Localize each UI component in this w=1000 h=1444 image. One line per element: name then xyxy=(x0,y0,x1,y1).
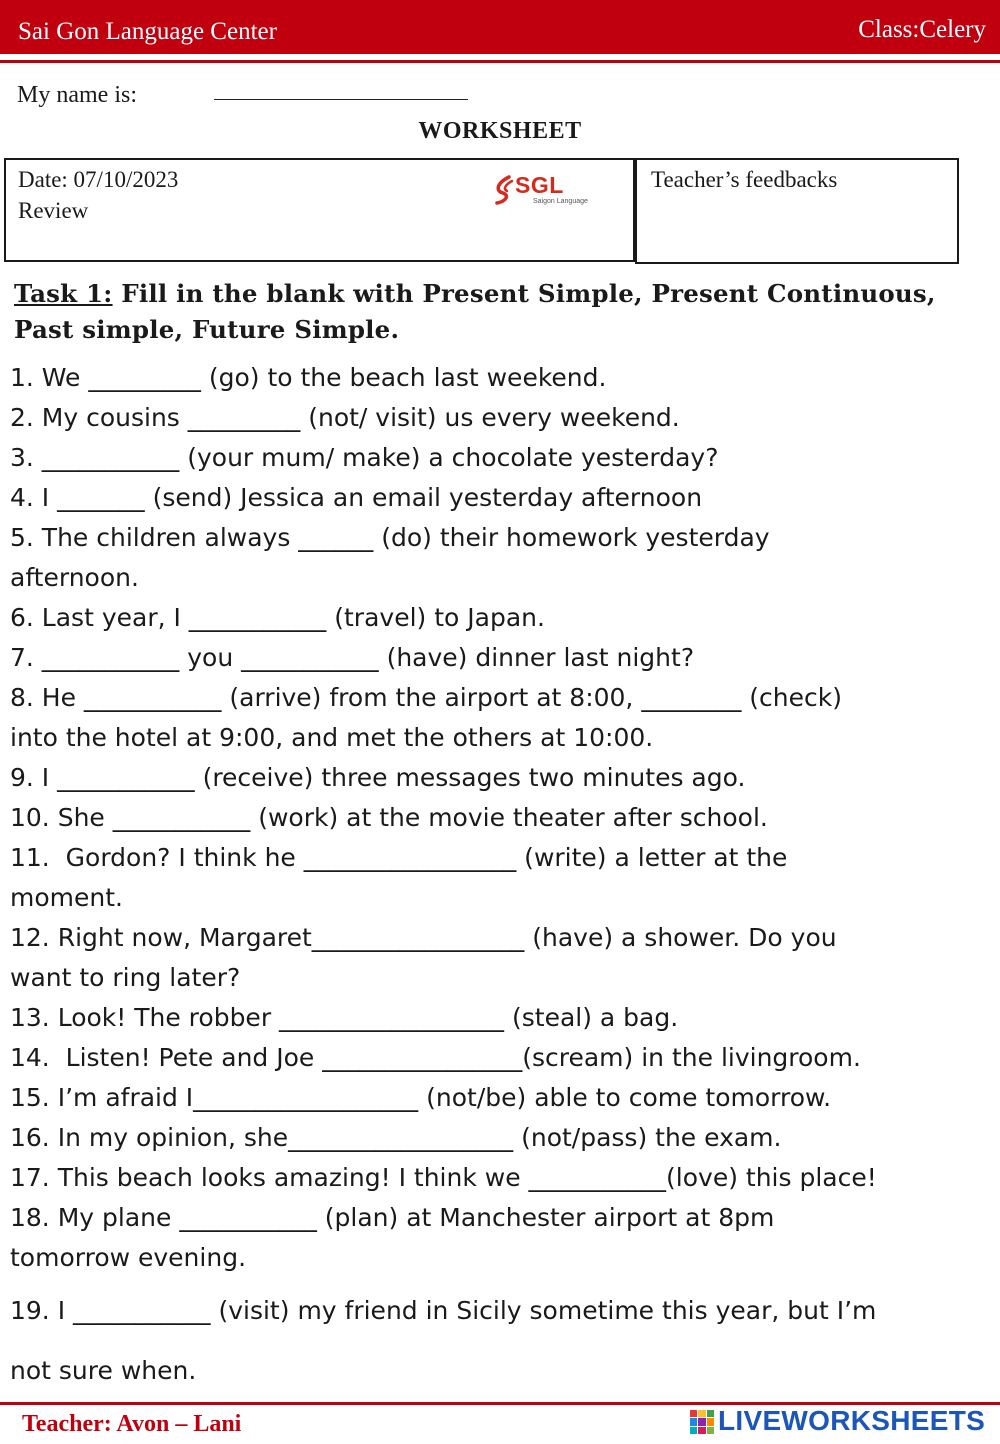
question-line: 9. I ___________ (receive) three messages two minutes ago. xyxy=(10,763,746,792)
task-heading xyxy=(14,276,984,348)
sgl-swoosh-icon xyxy=(493,175,515,205)
question-line: 14. Listen! Pete and Joe ________________(scream) in the livingroom. xyxy=(10,1043,861,1072)
sgl-logo xyxy=(493,173,593,209)
question-line: 13. Look! The robber __________________ (steal) a bag. xyxy=(10,1003,679,1032)
question-line: want to ring later? xyxy=(10,963,241,992)
question-line: 10. She ___________ (work) at the movie theater after school. xyxy=(10,803,768,832)
task-label: Task 1: xyxy=(14,279,113,308)
worksheet-title: WORKSHEET xyxy=(418,118,582,144)
liveworksheets-text: LIVEWORKSHEETS xyxy=(718,1405,986,1436)
liveworksheets-icon xyxy=(690,1410,714,1434)
question-line: 3. ___________ (your mum/ make) a chocolate yesterday? xyxy=(10,443,719,472)
question-line: 1. We _________ (go) to the beach last weekend. xyxy=(10,363,607,392)
question-line: 16. In my opinion, she__________________ (not/pass) the exam. xyxy=(10,1123,782,1152)
question-line: 4. I _______ (send) Jessica an email yesterday afternoon xyxy=(10,483,703,512)
question-line: tomorrow evening. xyxy=(10,1243,247,1272)
question-line: 12. Right now, Margaret_________________ (have) a shower. Do you xyxy=(10,923,837,952)
class-label: Class:Celery xyxy=(858,16,986,43)
question-line: not sure when. xyxy=(10,1356,197,1385)
name-input-line[interactable] xyxy=(214,99,468,100)
question-line: 6. Last year, I ___________ (travel) to Japan. xyxy=(10,603,545,632)
question-line: 5. The children always ______ (do) their homework yesterday xyxy=(10,523,770,552)
question-line: 19. I ___________ (visit) my friend in Sicily sometime this year, but I’m xyxy=(10,1296,877,1325)
question-line: 18. My plane ___________ (plan) at Manchester airport at 8pm xyxy=(10,1203,775,1232)
question-line: 15. I’m afraid I__________________ (not/be) able to come tomorrow. xyxy=(10,1083,832,1112)
question-line: 11. Gordon? I think he _________________ (write) a letter at the xyxy=(10,843,788,872)
feedback-label: Teacher’s feedbacks xyxy=(651,167,838,192)
question-line: 7. ___________ you ___________ (have) dinner last night? xyxy=(10,643,695,672)
question-line: 8. He ___________ (arrive) from the airport at 8:00, ________ (check) xyxy=(10,683,842,712)
question-line: into the hotel at 9:00, and met the others at 10:00. xyxy=(10,723,654,752)
question-line: 17. This beach looks amazing! I think we ___________(love) this place! xyxy=(10,1163,877,1192)
question-line: afternoon. xyxy=(10,563,139,592)
logo-text: SGL xyxy=(515,172,564,198)
question-line: moment. xyxy=(10,883,123,912)
question-line: 2. My cousins _________ (not/ visit) us every weekend. xyxy=(10,403,680,432)
logo-subtext: Saigon Language xyxy=(533,198,588,205)
lesson-text: Review xyxy=(18,198,89,223)
teacher-credit: Teacher: Avon – Lani xyxy=(22,1411,242,1437)
center-name: Sai Gon Language Center xyxy=(18,18,277,45)
task-instruction: Fill in the blank with Present Simple, Present Continuous, Past simple, Future Simple. xyxy=(14,279,936,344)
date-text: Date: 07/10/2023 xyxy=(18,167,179,192)
name-label: My name is: xyxy=(17,82,137,108)
header-divider xyxy=(0,60,1000,63)
